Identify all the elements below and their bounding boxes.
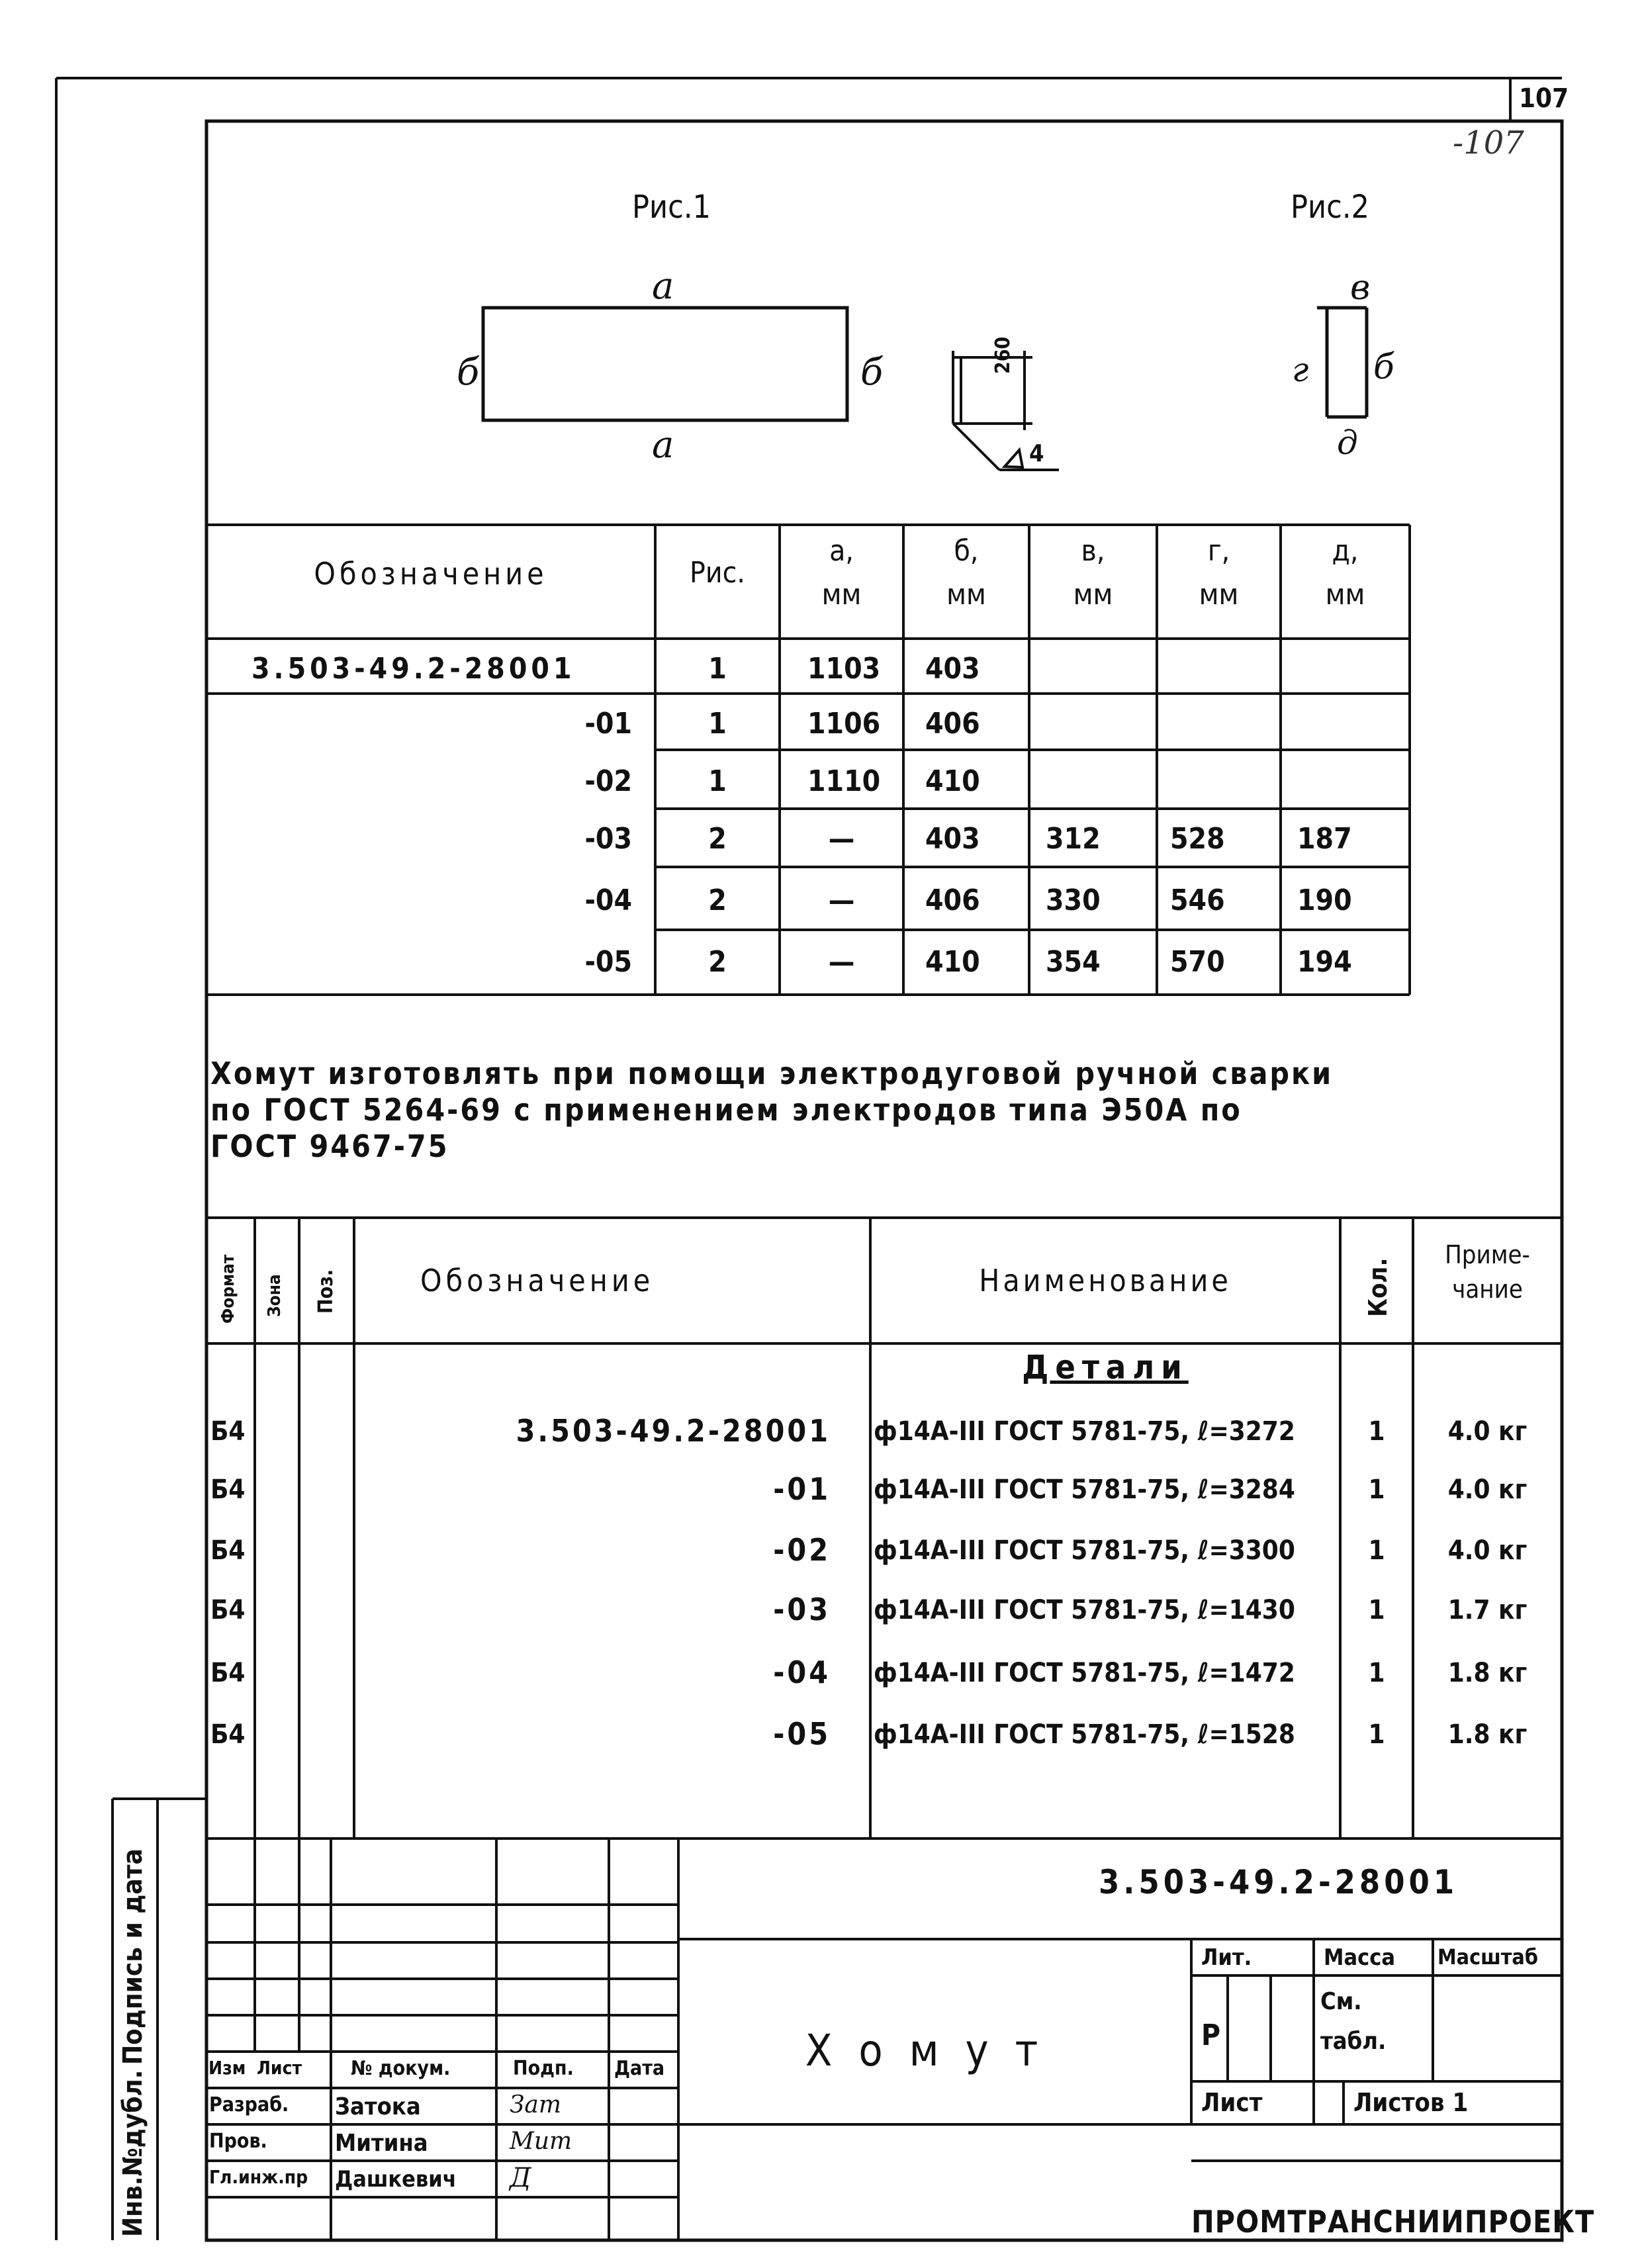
role-name: Митина xyxy=(335,2130,428,2157)
dim-row-g: 546 xyxy=(1170,884,1225,917)
dim-row-g: 528 xyxy=(1170,822,1225,856)
dim-row-b: 406 xyxy=(925,884,980,917)
spec-row-name: ф14А-III ГОСТ 5781-75, ℓ=3300 xyxy=(874,1535,1295,1566)
spec-row-format: Б4 xyxy=(210,1719,246,1750)
fig2-label-right: б xyxy=(1373,347,1394,387)
note-line-3: ГОСТ 9467-75 xyxy=(210,1128,449,1164)
role-label: Разраб. xyxy=(209,2093,289,2116)
fig1-label-left: б xyxy=(457,351,480,394)
dim-row-v: 330 xyxy=(1046,884,1101,917)
col-header-date: Дата xyxy=(614,2057,665,2080)
role-label: Гл.инж.пр xyxy=(209,2166,308,2188)
dim-header-g: г, мм xyxy=(1199,534,1239,612)
spec-row-designation: -05 xyxy=(773,1716,831,1752)
weld-size-label: 4 xyxy=(1029,440,1044,467)
spec-header-format: Формат xyxy=(218,1254,238,1324)
spec-row-note: 1.8 кг xyxy=(1447,1719,1528,1750)
dim-row-a: 1110 xyxy=(807,764,881,798)
dim-row-designation: 3.503-49.2-28001 xyxy=(251,652,576,686)
main-frame xyxy=(206,121,1562,2240)
dim-row-v: 312 xyxy=(1046,822,1101,856)
fig1-title: Рис.1 xyxy=(632,189,711,226)
fig2-title: Рис.2 xyxy=(1291,189,1370,226)
dim-header-fig: Рис. xyxy=(690,556,745,590)
spec-header-qty: Кол. xyxy=(1363,1257,1392,1317)
mass-value: См. табл. xyxy=(1320,1988,1387,2055)
fig1-rectangle xyxy=(483,308,847,420)
role-signature: Зат xyxy=(510,2091,562,2118)
dim-row-b: 403 xyxy=(925,822,980,856)
spec-row-name: ф14А-III ГОСТ 5781-75, ℓ=1430 xyxy=(874,1595,1295,1625)
sheets-label: Листов 1 xyxy=(1353,2088,1469,2117)
fig2-shape xyxy=(1317,308,1367,417)
role-signature: Мит xyxy=(510,2128,572,2155)
handwritten-page-number: -107 xyxy=(1453,124,1524,161)
dim-row-a: 1106 xyxy=(807,707,881,741)
title-doc-number: 3.503-49.2-28001 xyxy=(1099,1863,1459,1901)
spec-row-qty: 1 xyxy=(1368,1535,1385,1566)
scale-label: Масштаб xyxy=(1437,1944,1538,1970)
dim-row-fig: 2 xyxy=(708,884,727,917)
note-line-1: Хомут изготовлять при помощи электродуговой ручной сварки xyxy=(210,1056,1334,1091)
dim-row-b: 410 xyxy=(925,764,980,798)
spec-row-format: Б4 xyxy=(210,1474,246,1505)
dim-row-b: 406 xyxy=(925,707,980,741)
role-name: Дашкевич xyxy=(335,2166,457,2193)
dim-row-a: — xyxy=(828,884,855,917)
spec-row-name: ф14А-III ГОСТ 5781-75, ℓ=3272 xyxy=(874,1416,1295,1447)
organization-name: ПРОМТРАНСНИИПРОЕКТ xyxy=(1191,2204,1595,2240)
spec-row-format: Б4 xyxy=(210,1658,246,1688)
dim-header-designation: Обозначение xyxy=(314,556,548,592)
note-line-2: по ГОСТ 5264-69 с применением электродов типа Э50А по xyxy=(210,1092,1242,1128)
spec-row-designation: -01 xyxy=(773,1471,831,1507)
spec-row-note: 4.0 кг xyxy=(1447,1416,1528,1447)
role-label: Пров. xyxy=(209,2130,267,2153)
dim-row-d: 194 xyxy=(1297,945,1352,979)
dim-row-a: — xyxy=(828,945,855,979)
fig1-label-right: б xyxy=(860,351,884,394)
dim-row-designation: -02 xyxy=(584,764,632,798)
spec-header-designation: Обозначение xyxy=(420,1263,655,1298)
dim-row-b: 410 xyxy=(925,945,980,979)
spec-row-format: Б4 xyxy=(210,1416,246,1447)
spec-row-name: ф14А-III ГОСТ 5781-75, ℓ=1472 xyxy=(874,1658,1295,1688)
spec-row-name: ф14А-III ГОСТ 5781-75, ℓ=3284 xyxy=(874,1474,1295,1505)
dim-row-g: 570 xyxy=(1170,945,1225,979)
dim-row-fig: 1 xyxy=(708,707,727,741)
fig2-label-bottom: д xyxy=(1337,424,1358,462)
spec-header-zone: Зона xyxy=(265,1274,285,1317)
dim-row-d: 187 xyxy=(1297,822,1352,856)
weld-height-label: 260 xyxy=(991,336,1015,374)
lit-label: Лит. xyxy=(1201,1944,1252,1971)
spec-row-designation: 3.503-49.2-28001 xyxy=(516,1413,831,1449)
mass-label: Масса xyxy=(1324,1944,1395,1971)
dim-row-fig: 2 xyxy=(708,945,727,979)
dim-header-b: б, мм xyxy=(946,534,986,612)
fig2-label-left: г xyxy=(1292,351,1309,389)
spec-row-qty: 1 xyxy=(1368,1658,1385,1688)
col-header-sign: Подп. xyxy=(513,2057,574,2080)
spec-row-note: 4.0 кг xyxy=(1447,1474,1528,1505)
dim-row-fig: 1 xyxy=(708,764,727,798)
dim-row-b: 403 xyxy=(925,652,980,686)
spec-row-note: 4.0 кг xyxy=(1447,1535,1528,1566)
spec-row-name: ф14А-III ГОСТ 5781-75, ℓ=1528 xyxy=(874,1719,1295,1750)
dim-header-v: в, мм xyxy=(1073,534,1113,612)
dim-row-designation: -03 xyxy=(584,822,632,856)
dim-row-designation: -05 xyxy=(584,945,632,979)
spec-row-designation: -02 xyxy=(773,1532,831,1568)
fig1-label-bottom: а xyxy=(652,424,674,467)
title-name: Хомут xyxy=(805,2025,1065,2076)
corner-page-number: 107 xyxy=(1519,83,1569,114)
spec-row-format: Б4 xyxy=(210,1595,246,1625)
role-name: Затока xyxy=(335,2093,421,2120)
spec-row-qty: 1 xyxy=(1368,1474,1385,1505)
role-signature: Д xyxy=(510,2163,531,2193)
dim-row-fig: 2 xyxy=(708,822,727,856)
side-label-inv-no: Инв.№дубл. xyxy=(118,2069,148,2237)
spec-row-note: 1.7 кг xyxy=(1447,1595,1528,1625)
dim-row-fig: 1 xyxy=(708,652,727,686)
sheet-label: Лист xyxy=(1201,2088,1263,2117)
spec-header-pos: Поз. xyxy=(314,1269,338,1314)
spec-row-qty: 1 xyxy=(1368,1416,1385,1447)
dim-header-a: а, мм xyxy=(821,534,862,612)
fig1-label-top: а xyxy=(652,265,674,308)
col-header-doc: № докум. xyxy=(351,2057,451,2080)
dim-row-v: 354 xyxy=(1046,945,1101,979)
dim-row-d: 190 xyxy=(1297,884,1352,917)
spec-row-format: Б4 xyxy=(210,1535,246,1566)
dim-row-a: — xyxy=(828,822,855,856)
spec-row-designation: -04 xyxy=(773,1655,831,1690)
spec-header-note: Приме- чание xyxy=(1445,1240,1530,1304)
col-header-izm: Изм xyxy=(208,2057,246,2079)
spec-section-title: Детали xyxy=(1022,1348,1189,1386)
dim-row-designation: -04 xyxy=(584,884,632,917)
side-label-sign-date: Подпись и дата xyxy=(118,1848,148,2065)
dim-row-a: 1103 xyxy=(807,652,881,686)
spec-header-name: Наименование xyxy=(979,1263,1232,1298)
spec-row-designation: -03 xyxy=(773,1592,831,1627)
spec-row-qty: 1 xyxy=(1368,1719,1385,1750)
lit-value: Р xyxy=(1201,2019,1221,2052)
fig2-label-top: в xyxy=(1350,268,1371,308)
col-header-list: Лист xyxy=(257,2057,302,2079)
spec-row-qty: 1 xyxy=(1368,1595,1385,1625)
dim-row-designation: -01 xyxy=(584,707,632,741)
dim-header-d: д, мм xyxy=(1325,534,1365,612)
spec-row-note: 1.8 кг xyxy=(1447,1658,1528,1688)
